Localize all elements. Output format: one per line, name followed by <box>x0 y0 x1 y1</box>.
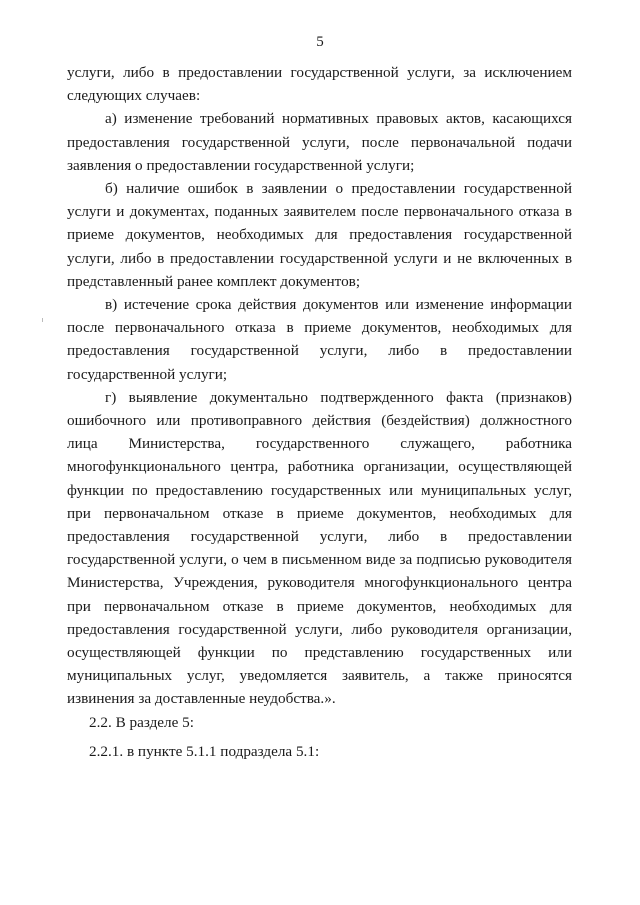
paragraph-section-2-2: 2.2. В разделе 5: <box>89 713 194 731</box>
document-body <box>67 61 572 763</box>
paragraph-item-a: а) изменение требований нормативных правовых актов, касающихся предоставления государственной услуги, после первоначальной подачи заявления о предоставлении государственной услуги; <box>67 110 572 174</box>
paragraph-item-g: г) выявление документально подтвержденного факта (признаков) ошибочного или противоправного действия (бездействия) должностного лица Министерства, государственного служащего, работника многофункционального центра, работника организации, осуществляющей функции по предоставлению государственных или муниципальных услуг, при первоначальном отказе в приеме документов, необходимых для предоставления государственной услуги, либо в предоставлении государственной услуги, о чем в письменном виде за подписью руководителя Министерства, Учреждения, руководителя многофункционального центра при первоначальном отказе в приеме документов, необходимых для предоставления государственной услуги, либо руководителя организации, осуществляющей функции по представлению государственных или муниципальных услуг, уведомляется заявитель, а также приносятся извинения за доставленные неудобства.». <box>67 388 572 708</box>
paragraph-section-2-2-1: 2.2.1. в пункте 5.1.1 подраздела 5.1: <box>89 742 320 760</box>
page-number: 5 <box>316 34 324 50</box>
paragraph-intro-continuation: услуги, либо в предоставлении государственной услуги, за исключением следующих случаев: <box>67 64 572 105</box>
scan-artifact <box>42 318 43 322</box>
paragraph-item-v: в) истечение срока действия документов или изменение информации после первоначального отказа в приеме документов, необходимых для предоставления государственной услуги, либо в предоставлении государственной услуги; <box>67 296 572 383</box>
paragraph-item-b: б) наличие ошибок в заявлении о предоставлении государственной услуги и документах, поданных заявителем после первоначального отказа в приеме документов, необходимых для предоставления государственной услуги, либо в предоставлении государственной услуги и не включенных в представленный ранее комплект документов; <box>67 180 572 290</box>
